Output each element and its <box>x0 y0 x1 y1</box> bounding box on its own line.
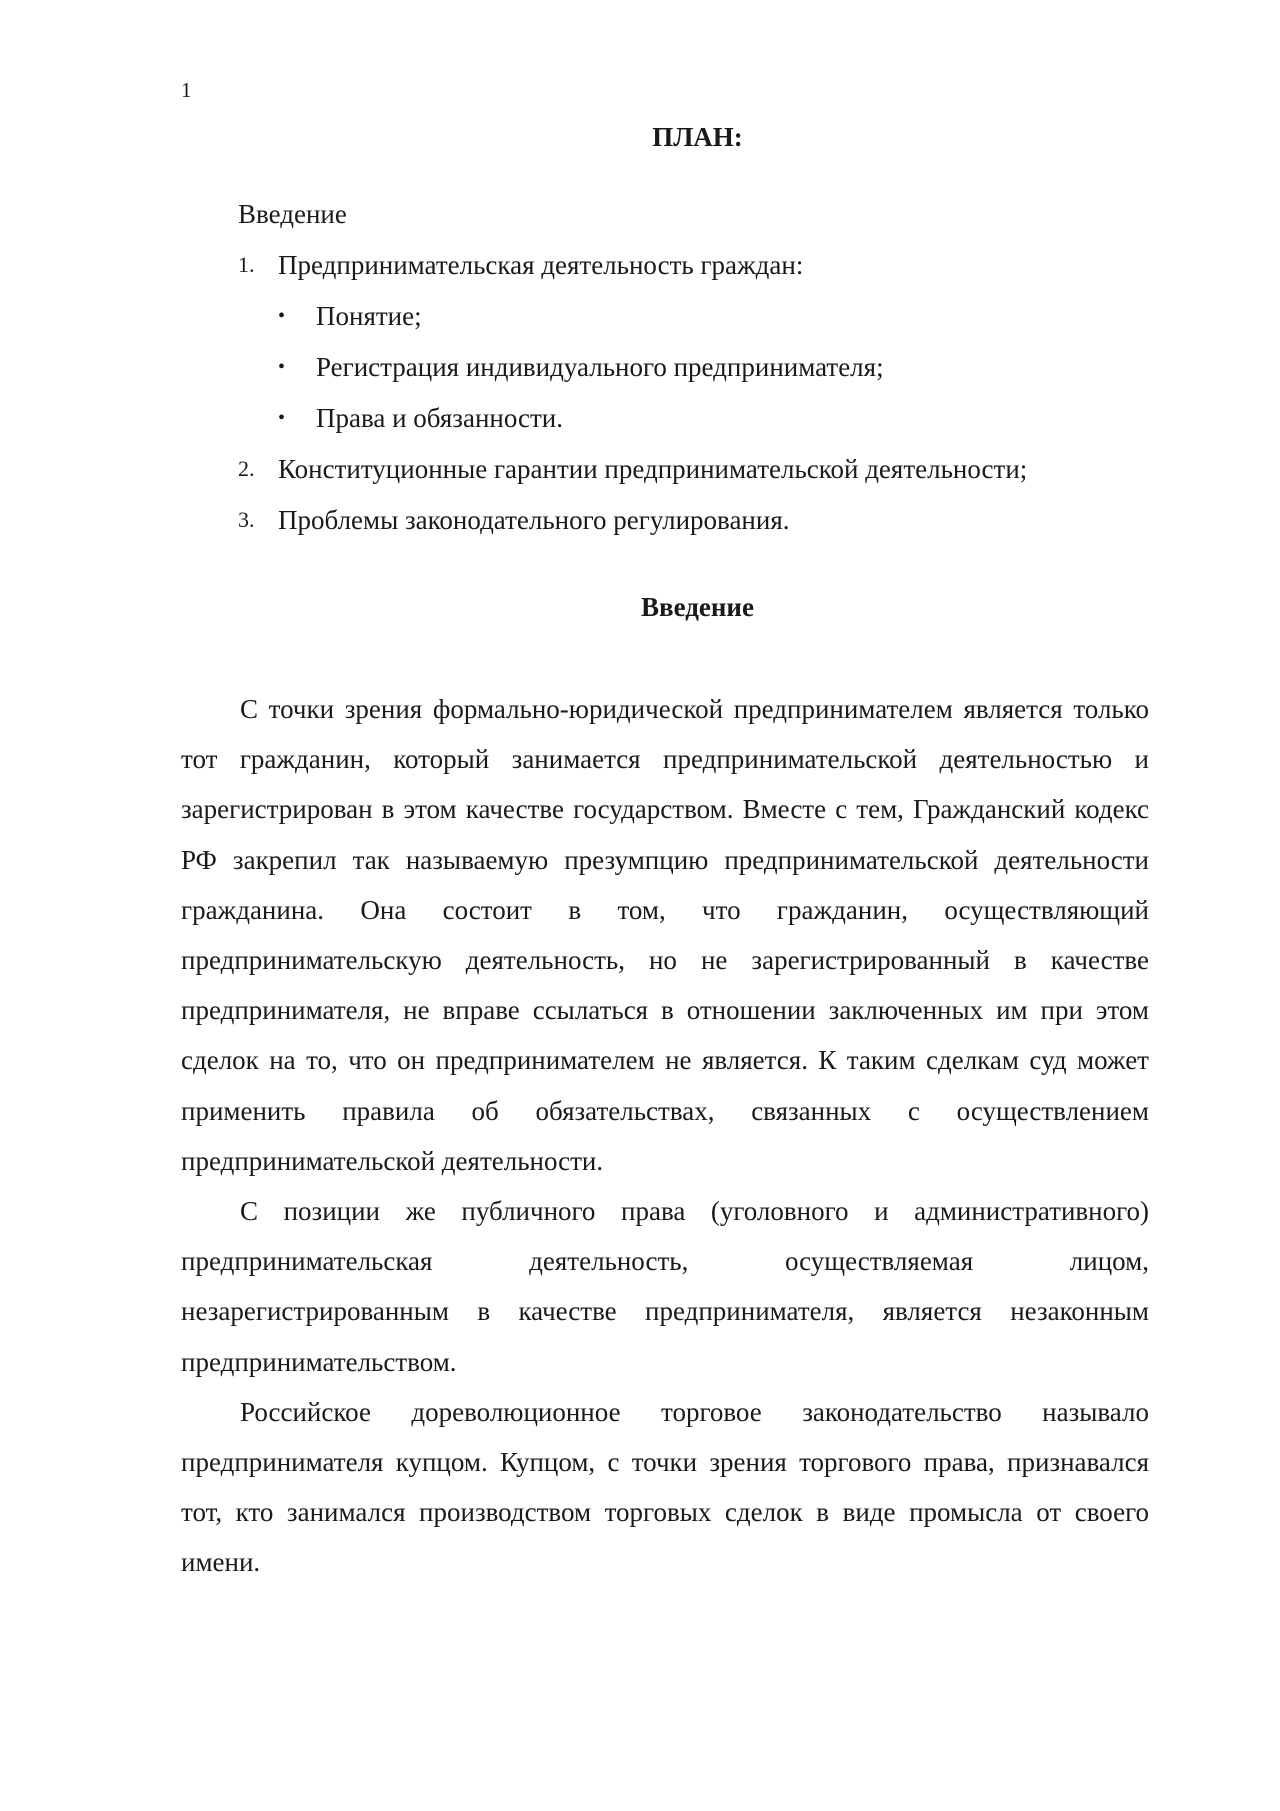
plan-item-number: 3. <box>238 507 255 532</box>
bullet-icon: • <box>278 407 286 429</box>
plan-title: ПЛАН: <box>652 122 743 152</box>
bullet-icon: • <box>278 305 286 327</box>
section-title: Введение <box>641 592 754 622</box>
plan-item-number: 1. <box>238 252 255 277</box>
plan-subitem-label: Права и обязанности. <box>316 403 563 433</box>
paragraph: Российское дореволюционное торговое законодательство называло предпринимателя купцом. Купцом, с точки зрения торгового права, признавался тот, кто занимался производством торговых сделок в виде промысла от своего имени. <box>181 1396 1149 1578</box>
plan-item-label: Конституционные гарантии предпринимательской деятельности; <box>278 454 1028 484</box>
plan-intro-label: Введение <box>238 199 347 229</box>
plan-item-label: Предпринимательская деятельность граждан: <box>278 250 804 280</box>
plan-item-number: 2. <box>238 456 255 481</box>
section-body <box>181 684 1149 1588</box>
plan-item-label: Проблемы законодательного регулирования. <box>278 505 790 535</box>
plan-subitem-label: Понятие; <box>316 301 422 331</box>
paragraph: С точки зрения формально-юридической предпринимателем является только тот гражданин, который занимается предпринимательской деятельностью и зарегистрирован в этом качестве государством. Вместе с тем, Гражданский кодекс РФ закрепил так называемую презумпцию предпринимательской деятельности гражданина. Она состоит в том, что гражданин, осуществляющий предпринимательскую деятельность, но не зарегистрированный в качестве предпринимателя, не вправе ссылаться в отношении заключенных им при этом сделок на то, что он предпринимателем не является. К таким сделкам суд может применить правила об обязательствах, связанных с осуществлением предпринимательской деятельности. <box>181 694 1149 1176</box>
paragraph: С позиции же публичного права (уголовного и административного) предпринимательская деятельность, осуществляемая лицом, незарегистрированным в качестве предпринимателя, является незаконным предпринимательством. <box>181 1196 1149 1377</box>
bullet-icon: • <box>278 356 286 378</box>
page-number: 1 <box>181 78 192 102</box>
plan-subitem-label: Регистрация индивидуального предпринимателя; <box>316 352 884 382</box>
